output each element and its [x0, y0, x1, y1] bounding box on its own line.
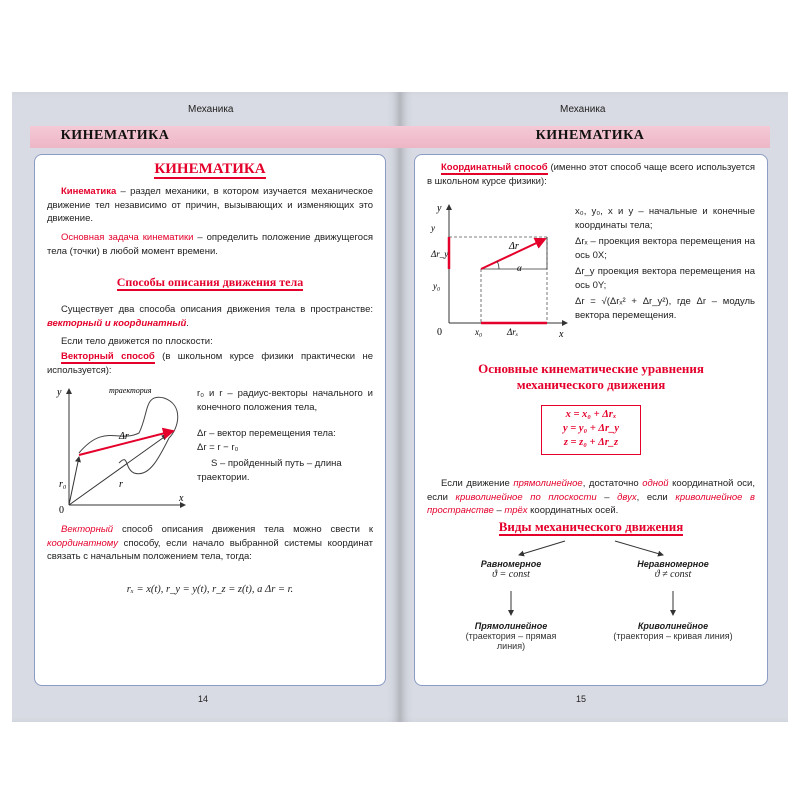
- vector-way-paragraph: [47, 350, 373, 377]
- coord-text: (именно этот способ чаще всего используется в школьном курсе физики):: [427, 162, 755, 187]
- curvilinear-node: [613, 621, 733, 641]
- nonuniform-label: Неравномерное: [637, 559, 709, 569]
- rectilinear-node: [451, 621, 571, 651]
- equation-x: x = x₀ + Δrₓ: [565, 409, 617, 420]
- r0-vector: [69, 457, 79, 505]
- desc-dr-modulus: Δr = √(Δrₓ² + Δr_y²), где Δr – модуль вектора перемещения.: [575, 296, 755, 321]
- axes-emph-5: криволинейное в пространстве: [427, 491, 756, 516]
- two-ways-end: .: [186, 317, 189, 329]
- intro-text: – раздел механики, в котором изучается механическое движение тел независимо от причин, вызывающих и изменяющих это движение.: [47, 186, 373, 224]
- title-band: [400, 126, 770, 148]
- axes-text-4: –: [596, 491, 618, 503]
- equations-box: [541, 405, 641, 455]
- delta-r-label: Δr: [119, 431, 129, 442]
- plane-text: Если тело движется по плоскости:: [61, 336, 213, 347]
- nonuniform-formula: ϑ ≠ const: [654, 569, 692, 580]
- r0-label: r₀: [59, 479, 67, 490]
- projection-formula: rₓ = x(t), r_y = y(t), r_z = z(t), а Δr = r.: [126, 584, 294, 595]
- right-page: [400, 92, 788, 722]
- equations-title: Основные кинематические уравнения механического движения: [478, 361, 704, 392]
- axis-x-label: x: [559, 329, 564, 340]
- origin-label: 0: [437, 327, 442, 338]
- rectilinear-label: Прямолинейное: [474, 621, 548, 631]
- uniform-node: [451, 559, 571, 580]
- desc-dry: Δr_y проекция вектора перемещения на ось 0Y;: [575, 266, 755, 291]
- two-ways-emph: векторный и координатный: [47, 317, 187, 329]
- def-dr: Δr – вектор перемещения тела:: [197, 428, 336, 439]
- def-s: S – пройденный путь – длина траектории.: [197, 458, 342, 483]
- vector-way-term: Векторный способ: [61, 351, 155, 362]
- axes-text-6: –: [493, 505, 505, 516]
- curvilinear-note: (траектория – кривая линия): [613, 631, 733, 641]
- axis-x-label: x: [179, 493, 184, 504]
- curvilinear-label: Криволинейное: [637, 621, 709, 631]
- dry-label: Δr_y: [431, 249, 449, 259]
- vector-coord-emph: координатному: [47, 537, 118, 549]
- axes-text-3: координатной оси, если: [427, 478, 755, 503]
- left-page: [12, 92, 400, 722]
- desc-drx: Δrₓ – проекция вектора перемещения на ось 0X;: [575, 236, 755, 261]
- trajectory-label: траектория: [109, 386, 152, 395]
- running-head: Механика: [188, 104, 234, 115]
- rectilinear-note: (траектория – прямая линия): [465, 631, 557, 651]
- content-panel: [34, 154, 386, 686]
- two-ways-text: Существует два способа описания движения тела в пространстве:: [61, 304, 373, 315]
- page-number: 15: [576, 694, 587, 704]
- alpha-label: α: [517, 263, 522, 273]
- def-dr-formula: Δr = r − r₀: [197, 442, 239, 453]
- r-label: r: [119, 479, 123, 490]
- title-band: [30, 126, 400, 148]
- running-head: Механика: [560, 104, 606, 115]
- two-ways-paragraph: [47, 303, 373, 330]
- coordinate-diagram: [421, 201, 571, 341]
- def-r0: r₀ и r – радиус-векторы начального и конечного положения тела,: [197, 388, 373, 413]
- vector-way-text: (в школьном курсе физики практически не используется):: [47, 351, 373, 376]
- arrow-to-uniform: [519, 541, 565, 555]
- section-title: КИНЕМАТИКА: [154, 161, 266, 177]
- equation-z: z = z₀ + Δr_z: [563, 437, 619, 448]
- axes-emph-4: двух: [617, 491, 637, 503]
- coord-term: Координатный способ: [441, 162, 548, 173]
- y-label: y: [431, 223, 435, 233]
- axis-y-label: y: [437, 203, 442, 214]
- y0-label: y₀: [433, 281, 441, 291]
- main-task-paragraph: [47, 231, 373, 258]
- drx-label: Δrₓ: [507, 327, 519, 337]
- dr-label: Δr: [509, 241, 519, 252]
- axes-emph-3: криволинейное по плоскости: [455, 491, 597, 503]
- main-task-term: Основная задача кинематики: [61, 232, 194, 243]
- x0-label: x₀: [475, 327, 483, 337]
- uniform-label: Равномерное: [480, 559, 542, 569]
- axes-emph-6: трёх: [504, 505, 528, 516]
- equation-y: y = y₀ + Δr_y: [562, 423, 620, 434]
- intro-term: Кинематика: [61, 186, 117, 197]
- subsection-title: Способы описания движения тела: [116, 275, 304, 289]
- axes-text-5: , если: [636, 491, 676, 503]
- types-title: Виды механического движения: [498, 519, 684, 534]
- desc-coords: x₀, y₀, x и y – начальные и конечные координаты тела;: [575, 206, 755, 231]
- intro-paragraph: [47, 185, 373, 226]
- axes-emph-1: прямолинейное: [513, 478, 583, 489]
- axis-y-label: y: [57, 387, 62, 398]
- band-title: КИНЕМАТИКА: [60, 128, 170, 143]
- arrow-to-nonuniform: [615, 541, 663, 555]
- vector-coord-paragraph: [47, 523, 373, 564]
- alpha-arc: [497, 261, 499, 269]
- axes-text-2: , достаточно: [582, 478, 643, 489]
- page-number: 14: [198, 694, 209, 704]
- vector-diagram: [49, 383, 189, 513]
- vector-coord-text1: способ описания движения тела можно свести к: [113, 524, 373, 535]
- content-panel: [414, 154, 768, 686]
- axes-text-1: Если движение: [441, 478, 514, 489]
- origin-label: 0: [59, 505, 64, 513]
- uniform-formula: ϑ = const: [492, 569, 530, 580]
- band-title: КИНЕМАТИКА: [535, 128, 645, 143]
- vector-coord-text2: способу, если начало выбранной системы координат связать с начальным положением тела, тогда:: [47, 537, 373, 562]
- axes-text-7: координатных осей.: [527, 505, 619, 516]
- axes-emph-2: одной: [642, 478, 669, 489]
- axes-count-paragraph: [427, 477, 755, 518]
- nonuniform-node: [613, 559, 733, 580]
- main-task-text: – определить положение движущегося тела (точки) в любой момент времени.: [47, 232, 373, 257]
- open-book: [12, 92, 788, 722]
- vector-coord-pre: Векторный: [61, 524, 114, 535]
- coord-way-paragraph: [427, 161, 755, 188]
